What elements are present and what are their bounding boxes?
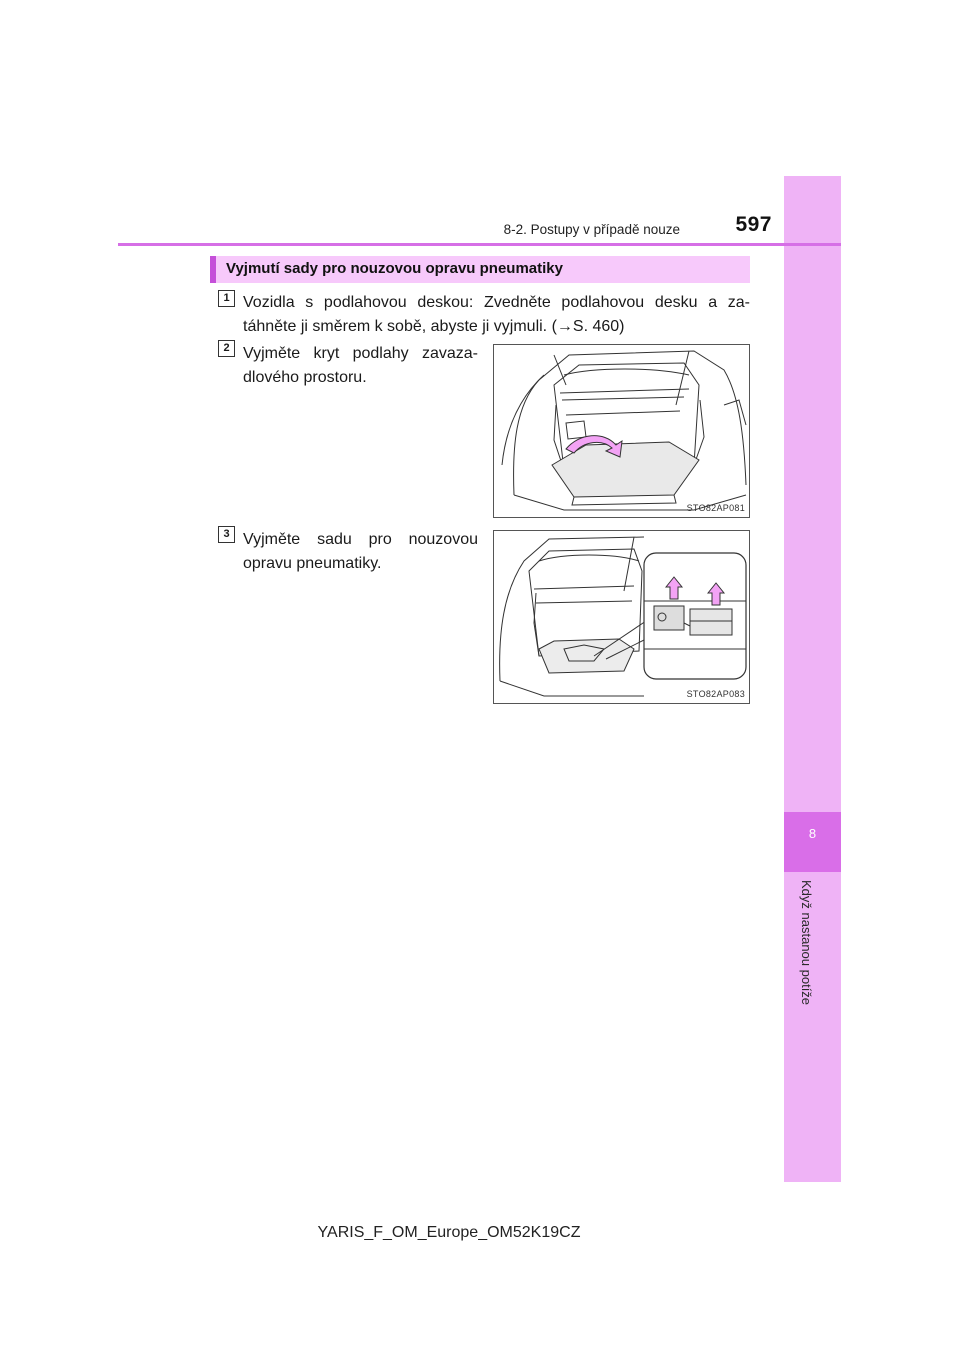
header-rule	[118, 243, 841, 246]
step-number-1: 1	[218, 290, 235, 307]
chapter-number: 8	[808, 826, 817, 841]
chapter-label: Když nastanou potíže	[799, 880, 814, 1006]
step-number-3: 3	[218, 526, 235, 543]
car-trunk-repair-kit-illustration	[494, 531, 749, 703]
footer-doc-id	[0, 1224, 960, 1242]
figure-repair-kit	[493, 530, 750, 704]
figure-floor-cover	[493, 344, 750, 518]
step-text-1: Vozidla s podlahovou deskou: Zvedněte podlahovou desku a za-táhněte ji směrem k sobě, abyste ji vyjmuli. (→S. 460)	[243, 294, 750, 335]
chapter-side-tab	[784, 176, 841, 1182]
section-title: 8-2. Postupy v případě nouze	[503, 222, 680, 237]
page-number: 597	[735, 213, 772, 236]
figure-code: STO82AP081	[686, 503, 745, 513]
step-text-3: Vyjměte sadu pro nouzovou opravu pneumatiky.	[243, 531, 478, 572]
step-number-2: 2	[218, 340, 235, 357]
heading-title: Vyjmutí sady pro nouzovou opravu pneumatiky	[226, 260, 563, 277]
car-trunk-floor-cover-illustration	[494, 345, 749, 517]
step-text-2: Vyjměte kryt podlahy zavaza-dlového prostoru.	[243, 345, 478, 386]
chapter-active-marker	[784, 812, 841, 872]
figure-code: STO82AP083	[686, 689, 745, 699]
footer-doc-id-text: YARIS_F_OM_Europe_OM52K19CZ	[317, 1224, 581, 1241]
